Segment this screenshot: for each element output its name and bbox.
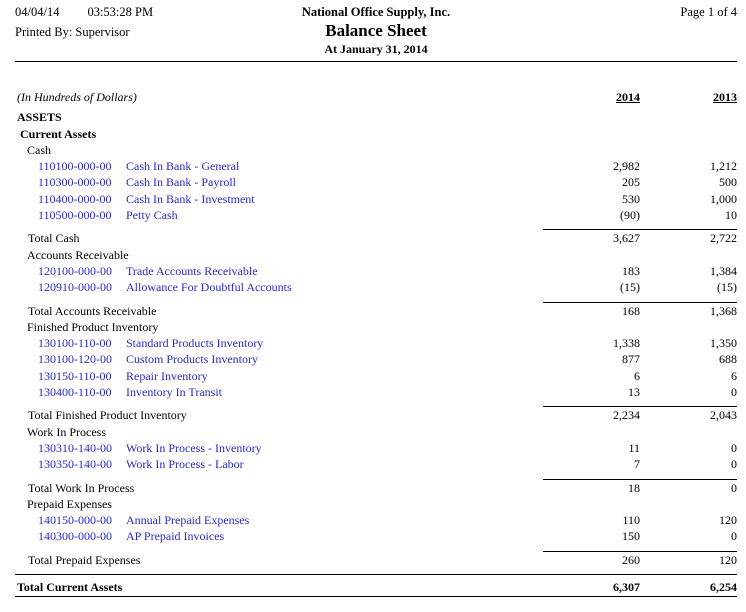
account-description-link[interactable]: Repair Inventory bbox=[126, 368, 208, 383]
account-row bbox=[15, 206, 737, 222]
account-code-link[interactable]: 130150-110-00 bbox=[38, 368, 112, 383]
report-title: Balance Sheet bbox=[325, 21, 427, 40]
account-row bbox=[15, 278, 737, 294]
amount-2013: 6,254 bbox=[710, 579, 737, 594]
amount-2013: 1,000 bbox=[710, 191, 737, 206]
amount-2013: 0 bbox=[731, 457, 737, 472]
account-code-link[interactable]: 110100-000-00 bbox=[38, 159, 112, 174]
row-label: Total Current Assets bbox=[17, 579, 123, 594]
company-name: National Office Supply, Inc. bbox=[301, 5, 451, 19]
subtotal-row bbox=[15, 229, 737, 245]
amount-2014: (90) bbox=[620, 208, 640, 223]
grand-total-row bbox=[15, 574, 737, 597]
amount-2013: (15) bbox=[717, 280, 737, 295]
report-header-line1 bbox=[15, 5, 737, 20]
amount-2014: 260 bbox=[543, 551, 640, 567]
amount-2013: 2,043 bbox=[640, 406, 737, 422]
account-row bbox=[15, 350, 737, 366]
amount-2014: 2,982 bbox=[613, 159, 640, 174]
account-description-link[interactable]: Standard Products Inventory bbox=[126, 336, 264, 351]
amount-2013: 2,722 bbox=[640, 229, 737, 245]
row-label: Accounts Receivable bbox=[27, 247, 129, 262]
amount-2013: 500 bbox=[719, 175, 737, 190]
page-indicator: Page 1 of 4 bbox=[680, 5, 737, 19]
account-row bbox=[15, 173, 737, 189]
account-description-link[interactable]: Inventory In Transit bbox=[126, 385, 222, 400]
row-label: Work In Process bbox=[27, 424, 107, 439]
amount-2014: (15) bbox=[620, 280, 640, 295]
amount-2014: 877 bbox=[622, 352, 640, 367]
amount-2013: 6 bbox=[731, 368, 737, 383]
amount-2013: 1,368 bbox=[640, 302, 737, 318]
column-headers bbox=[15, 88, 737, 105]
account-code-link[interactable]: 120100-000-00 bbox=[38, 263, 112, 278]
row-label: Prepaid Expenses bbox=[27, 496, 112, 511]
group-heading-row bbox=[15, 318, 737, 334]
amount-2013: 0 bbox=[731, 529, 737, 544]
account-description-link[interactable]: Cash In Bank - Payroll bbox=[126, 175, 236, 190]
column-header-2014: 2014 bbox=[616, 90, 640, 104]
account-code-link[interactable]: 130310-140-00 bbox=[38, 440, 112, 455]
group-heading-row bbox=[15, 422, 737, 438]
account-description-link[interactable]: Cash In Bank - General bbox=[126, 159, 240, 174]
subtotal-row bbox=[15, 478, 737, 494]
account-description-link[interactable]: Work In Process - Inventory bbox=[126, 440, 262, 455]
amount-2013: 0 bbox=[640, 479, 737, 495]
amount-2014: 205 bbox=[622, 175, 640, 190]
amount-2014: 7 bbox=[634, 457, 640, 472]
amount-2014: 168 bbox=[543, 302, 640, 318]
amount-2013: 1,350 bbox=[710, 336, 737, 351]
amount-2014: 6 bbox=[634, 368, 640, 383]
amount-2013: 0 bbox=[731, 385, 737, 400]
subtotal-row bbox=[15, 550, 737, 566]
amount-2014: 18 bbox=[543, 479, 640, 495]
amount-2014: 13 bbox=[628, 385, 640, 400]
subtotal-row bbox=[15, 301, 737, 317]
account-row bbox=[15, 511, 737, 527]
account-row bbox=[15, 334, 737, 350]
account-row bbox=[15, 439, 737, 455]
row-label: Total Finished Product Inventory bbox=[28, 408, 187, 423]
print-datetime bbox=[15, 5, 302, 20]
amount-2014: 110 bbox=[622, 513, 640, 528]
amount-2014: 2,234 bbox=[543, 406, 640, 422]
report-subtitle: At January 31, 2014 bbox=[324, 42, 428, 56]
row-label: Total Accounts Receivable bbox=[28, 303, 157, 318]
amount-2014: 530 bbox=[622, 191, 640, 206]
group-heading-row bbox=[15, 141, 737, 157]
account-row bbox=[15, 366, 737, 382]
amount-2014: 3,627 bbox=[543, 229, 640, 245]
section-heading-row bbox=[15, 108, 737, 124]
report-header-line2 bbox=[15, 20, 737, 42]
account-description-link[interactable]: Petty Cash bbox=[126, 208, 178, 223]
account-description-link[interactable]: Trade Accounts Receivable bbox=[126, 263, 258, 278]
header-divider bbox=[15, 61, 737, 62]
row-label: Total Prepaid Expenses bbox=[28, 552, 141, 567]
amount-2014: 150 bbox=[622, 529, 640, 544]
account-code-link[interactable]: 110400-000-00 bbox=[38, 191, 112, 206]
account-code-link[interactable]: 110300-000-00 bbox=[38, 175, 112, 190]
amount-2013: 10 bbox=[725, 208, 737, 223]
group-heading-row bbox=[15, 495, 737, 511]
account-description-link[interactable]: Cash In Bank - Investment bbox=[126, 191, 255, 206]
amount-2014: 11 bbox=[628, 440, 640, 455]
group-heading-row bbox=[15, 245, 737, 261]
row-label: Total Cash bbox=[28, 231, 80, 246]
amount-2014: 183 bbox=[622, 263, 640, 278]
account-code-link[interactable]: 130350-140-00 bbox=[38, 457, 112, 472]
row-label: Cash bbox=[27, 142, 51, 157]
row-label: Current Assets bbox=[20, 126, 97, 141]
amount-2013: 1,384 bbox=[710, 263, 737, 278]
print-date: 04/04/14 bbox=[15, 5, 60, 19]
account-code-link[interactable]: 130100-110-00 bbox=[38, 336, 112, 351]
account-code-link[interactable]: 120910-000-00 bbox=[38, 280, 112, 295]
report-rows bbox=[15, 108, 737, 597]
units-note: (In Hundreds of Dollars) bbox=[17, 90, 137, 104]
amount-2014: 6,307 bbox=[613, 579, 640, 594]
account-description-link[interactable]: Work In Process - Labor bbox=[126, 457, 244, 472]
amount-2014: 1,338 bbox=[613, 336, 640, 351]
subtotal-row bbox=[15, 406, 737, 422]
account-description-link[interactable]: AP Prepaid Invoices bbox=[126, 529, 225, 544]
row-label: Finished Product Inventory bbox=[27, 319, 159, 334]
account-row bbox=[15, 189, 737, 205]
amount-2013: 120 bbox=[719, 513, 737, 528]
account-row bbox=[15, 527, 737, 543]
row-label: ASSETS bbox=[17, 110, 62, 125]
account-code-link[interactable]: 110500-000-00 bbox=[38, 208, 112, 223]
amount-2013: 120 bbox=[640, 551, 737, 567]
row-label: Total Work In Process bbox=[28, 480, 135, 495]
account-code-link[interactable]: 140300-000-00 bbox=[38, 529, 112, 544]
account-code-link[interactable]: 130100-120-00 bbox=[38, 352, 112, 367]
amount-2013: 688 bbox=[719, 352, 737, 367]
account-description-link[interactable]: Annual Prepaid Expenses bbox=[126, 513, 250, 528]
column-header-2013: 2013 bbox=[713, 90, 737, 104]
account-description-link[interactable]: Allowance For Doubtful Accounts bbox=[126, 280, 292, 295]
account-row bbox=[15, 262, 737, 278]
subsection-heading-row bbox=[15, 124, 737, 140]
account-row bbox=[15, 157, 737, 173]
printed-by: Printed By: Supervisor bbox=[15, 25, 130, 39]
account-code-link[interactable]: 130400-110-00 bbox=[38, 385, 112, 400]
account-row bbox=[15, 455, 737, 471]
account-code-link[interactable]: 140150-000-00 bbox=[38, 513, 112, 528]
print-time: 03:53:28 PM bbox=[87, 5, 154, 19]
amount-2013: 0 bbox=[731, 440, 737, 455]
account-row bbox=[15, 383, 737, 399]
amount-2013: 1,212 bbox=[710, 159, 737, 174]
account-description-link[interactable]: Custom Products Inventory bbox=[126, 352, 258, 367]
